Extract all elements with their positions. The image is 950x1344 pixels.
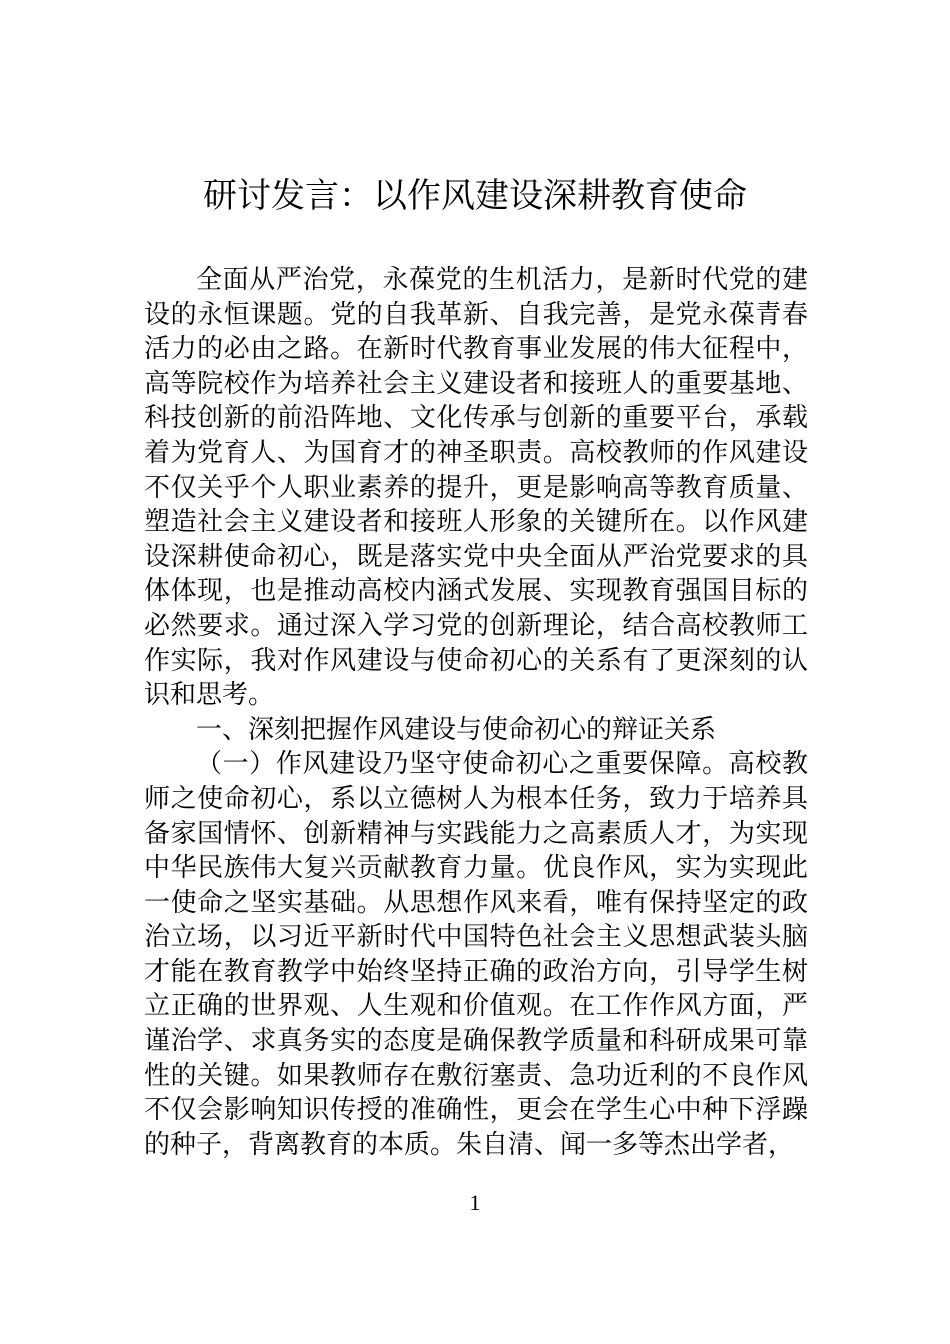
page-number: 1 [469, 1190, 481, 1215]
paragraph-intro: 全面从严治党，永葆党的生机活力，是新时代党的建设的永恒课题。党的自我革新、自我完善，是党永葆青春活力的必由之路。在新时代教育事业发展的伟大征程中，高等院校作为培养社会主义建设者和接班人的重要基地、科技创新的前沿阵地、文化传承与创新的重要平台，承载着为党育人、为国育才的神圣职责。高校教师的作风建设不仅关乎个人职业素养的提升，更是影响高等教育质量、塑造社会主义建设者和接班人形象的关键所在。以作风建设深耕使命初心，既是落实党中央全面从严治党要求的具体体现，也是推动高校内涵式发展、实现教育强国目标的必然要求。通过深入学习党的创新理论，结合高校教师工作实际，我对作风建设与使命初心的关系有了更深刻的认识和思考。 [144, 265, 808, 711]
document-title: 研讨发言：以作风建设深耕教育使命 [203, 176, 747, 216]
section-heading-1: 一、深刻把握作风建设与使命初心的辩证关系 [196, 714, 717, 745]
paragraph-subsection-1: （一）作风建设乃坚守使命初心之重要保障。高校教师之使命初心，系以立德树人为根本任务，致力于培养具备家国情怀、创新精神与实践能力之高素质人才，为实现中华民族伟大复兴贡献教育力量。优良作风，实为实现此一使命之坚实基础。从思想作风来看，唯有保持坚定的政治立场，以习近平新时代中国特色社会主义思想武装头脑才能在教育教学中始终坚持正确的政治方向，引导学生树立正确的世界观、人生观和价值观。在工作作风方面，严谨治学、求真务实的态度是确保教学质量和科研成果可靠性的关键。如果教师存在敷衍塞责、急功近利的不良作风不仅会影响知识传授的准确性，更会在学生心中种下浮躁的种子，背离教育的本质。朱自清、闻一多等杰出学者， [144, 749, 808, 1160]
document-body [144, 263, 808, 1162]
